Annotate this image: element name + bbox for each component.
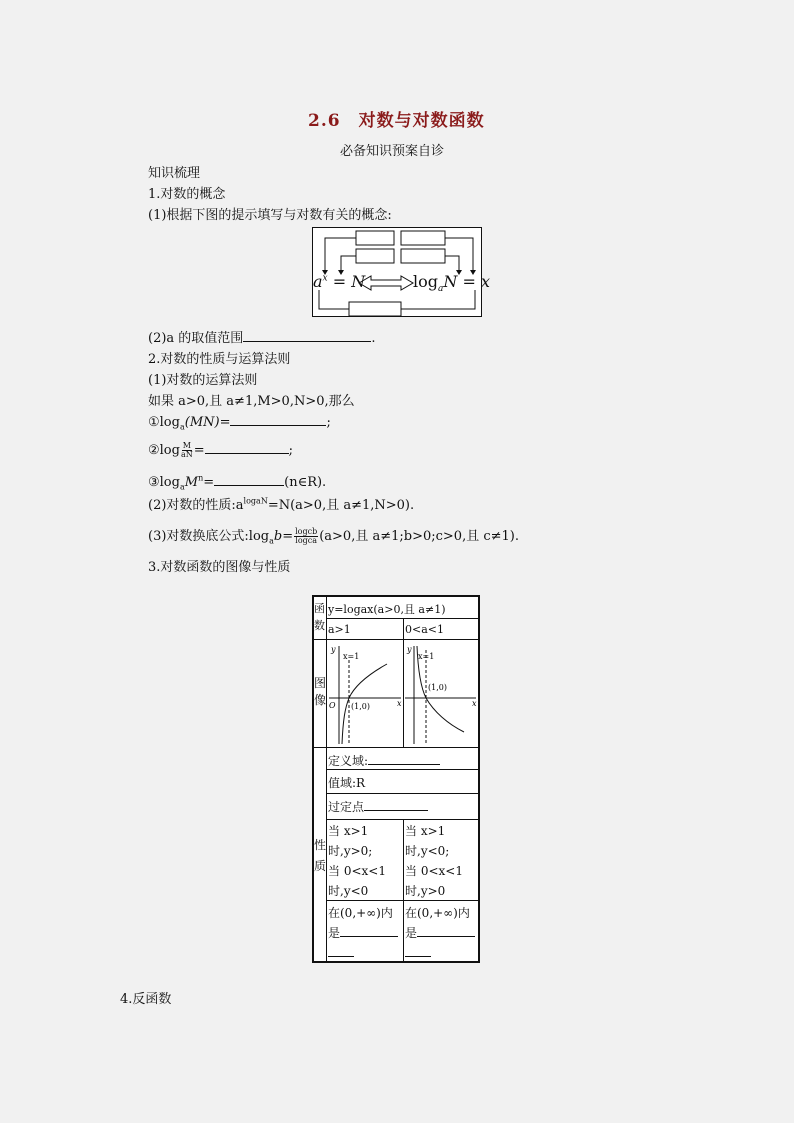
log-function-table [312, 595, 480, 963]
rule2-blank[interactable] [205, 440, 289, 454]
s1-item2: (2)a 的取值范围 . [148, 327, 375, 346]
graph1-origin: O [329, 701, 336, 710]
rule2: ②log $\frac{M}{aN}$ = ; [148, 441, 294, 459]
sign-case1: 当 x>1 时,y>0; 当 0<x<1 时,y<0 [328, 824, 386, 898]
change-of-base: (3)对数换底公式$:\log_ab=$ $\frac{\text{logcb}}{\text{logca}}$ (a>0,且 a≠1;b>0;c>0,且 c≠1). [148, 527, 519, 546]
diagram-left-eq: $a^x = N$ [313, 272, 366, 291]
monotonic-case2: 在(0,+∞)内 是 [405, 903, 475, 963]
s1-item1: (1)根据下图的提示填写与对数有关的概念: [148, 208, 392, 223]
graph-a-between-0-1 [404, 640, 478, 747]
s2-heading: 2.对数的性质与运算法则 [148, 352, 291, 367]
page-title: 2.6 对数与对数函数 [308, 111, 485, 131]
fixed-point-row: 过定点 [328, 797, 428, 815]
graph1-x-label: x [397, 699, 402, 708]
graph1-y-label: y [331, 645, 336, 654]
diagram-box-power [356, 249, 394, 263]
diagram-box-bottom [349, 302, 401, 316]
row-label-property: 性质 [314, 838, 326, 873]
sign-case2: 当 x>1 时,y<0; 当 0<x<1 时,y>0 [405, 824, 463, 898]
mono2-blank2[interactable] [405, 943, 431, 957]
rule1-blank[interactable] [230, 412, 326, 426]
diagram-box-base [356, 231, 394, 245]
diagram-right-eq: $\log_aN = x$ [413, 272, 490, 295]
s3-heading: 3.对数函数的图像与性质 [148, 560, 291, 575]
diagram-box-exponent [401, 231, 445, 245]
mono1-blank2[interactable] [328, 943, 354, 957]
log-concept-diagram [312, 227, 490, 317]
row-label-function: 函数 [314, 602, 325, 632]
monotonic-case1: 在(0,+∞)内 是 [328, 903, 398, 963]
graph-a-greater-1 [327, 640, 403, 747]
case-a-greater-1: a>1 [328, 623, 351, 636]
function-definition: y=logax(a>0,且 a≠1) [328, 603, 446, 616]
graph2-point: (1,0) [428, 683, 447, 692]
domain-row: 定义域: [328, 751, 440, 769]
mono2-blank[interactable] [417, 923, 475, 937]
s1-heading: 1.对数的概念 [148, 187, 226, 202]
rule3: $③\log_aM^n=$ (n∈R). [148, 473, 327, 492]
graph2-x-label: x [472, 699, 477, 708]
log-property: (2)对数的性质$:a^{logaN}=N(a>0$,且 a≠1,N>0). [148, 496, 415, 513]
graph1-x1-label: x=1 [343, 652, 360, 661]
graph2-x1-label: x=1 [418, 652, 435, 661]
s4-heading: 4.反函数 [120, 992, 172, 1007]
page-subtitle: 必备知识预案自诊 [340, 144, 445, 159]
range-row: 值域:R [328, 776, 366, 790]
graph2-y-label: y [407, 645, 412, 654]
fixed-point-blank[interactable] [364, 797, 428, 811]
domain-blank[interactable] [368, 751, 440, 765]
graph1-point: (1,0) [351, 702, 370, 711]
s2-item1: (1)对数的运算法则 [148, 373, 258, 388]
rule1: $①\log_a(MN)=$ ; [148, 412, 331, 432]
section-knowledge: 知识梳理 [148, 166, 201, 181]
rule3-blank[interactable] [214, 472, 284, 486]
case-a-between-0-1: 0<a<1 [405, 623, 444, 636]
diagram-box-log [401, 249, 445, 263]
s2-condition: 如果 a>0,且 a≠1,M>0,N>0,那么 [148, 394, 355, 409]
range-blank[interactable] [243, 328, 371, 342]
mono1-blank[interactable] [340, 923, 398, 937]
row-label-graph: 图像 [314, 676, 326, 707]
